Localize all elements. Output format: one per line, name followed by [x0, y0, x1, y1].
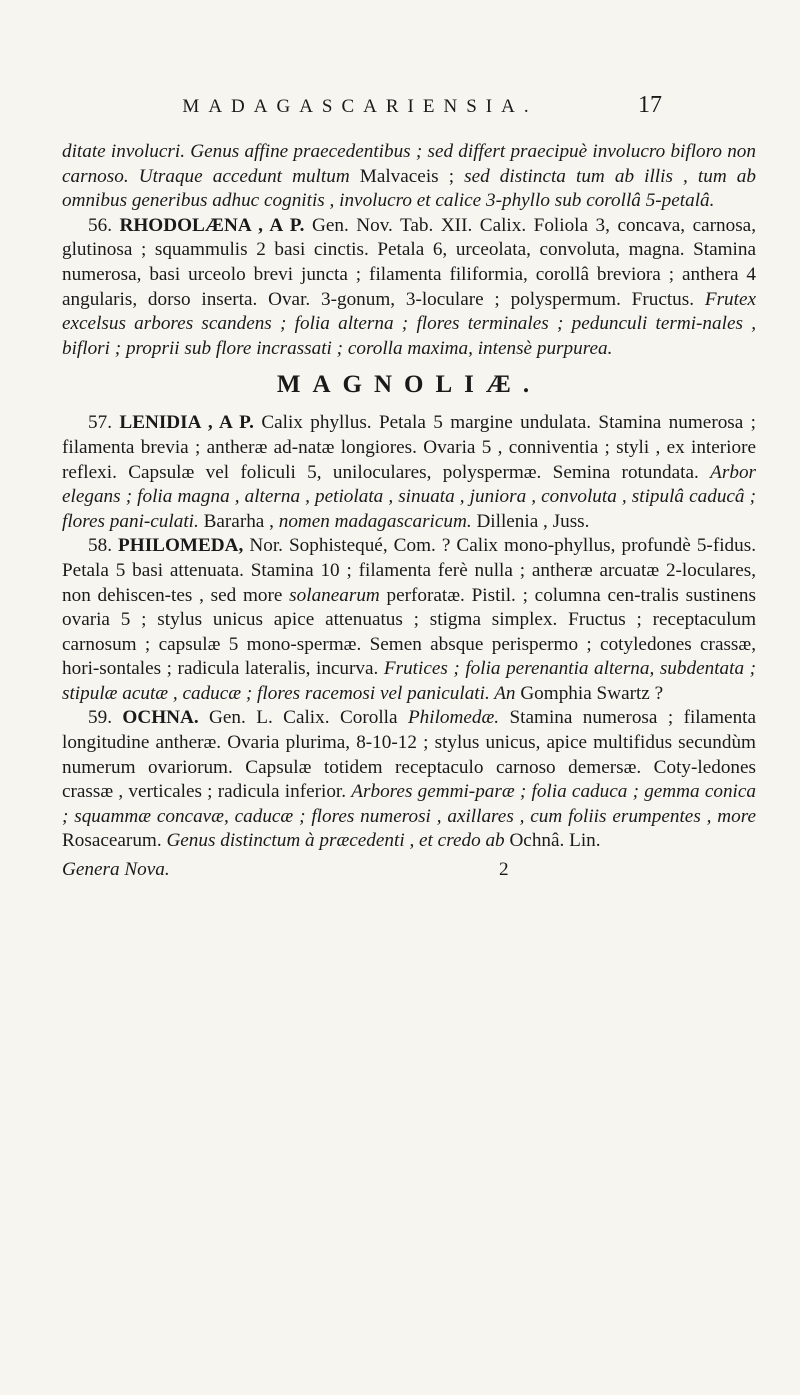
entry-text: Gen. L. Calix. Corolla	[209, 707, 398, 729]
catchword: Genera Nova.	[62, 859, 170, 881]
entry-text: Rosacearum.	[62, 830, 162, 852]
intro-line: ditate involucri. Genus affine praecedentibus ; sed differt	[62, 141, 506, 162]
entry-text: Calix phyllus. Petala 5 margine undulata. Stamina numerosa ; filamenta brevia ; antheræ ad-natæ longiores. Ovaria 5 , conniventia ; styli , ex interiore reflexi. Capsulæ vel foliculi 5, uniloculares, polyspermæ. Semina rotundata.	[62, 412, 757, 483]
entry-italic-text: Arbor elegans ; folia magna , alterna , petiolata , sinuata , juniora , convoluta , stipulâ caducâ ; flores pani-culati.	[62, 461, 756, 532]
entry-text: Gomphia Swartz ?	[520, 682, 664, 704]
running-title: MADAGASCARIENSIA.	[182, 96, 538, 117]
intro-text: Malvaceis ;	[359, 165, 455, 187]
entry-text: Nor. Sophistequé, Com. ? Calix mono-phyllus, profundè 5-fidus. Petala 5 basi attenuata. Stamina 10 ; filamenta ferè nulla ; antheræ arcuatæ 2-loculares, non dehiscen-tes , sed more	[62, 535, 756, 606]
entry-text: Dillenia , Juss.	[476, 510, 590, 532]
page-number: 17	[638, 92, 662, 118]
genus-name: LENIDIA , A P.	[119, 412, 254, 434]
genus-entry-56	[62, 214, 756, 362]
section-heading: MAGNOLIÆ.	[276, 371, 542, 399]
entry-italic-text: Arbores gemmi-paræ ; folia caduca ; gemma conica ; squammæ concavæ, caducæ ; flores numerosi , axillares , cum foliis erumpentes , more	[62, 781, 757, 827]
entry-italic-text: nomen madagascaricum.	[278, 510, 472, 532]
entry-text: Bararha ,	[203, 510, 274, 532]
genus-name: PHILOMEDA,	[118, 535, 244, 557]
genus-entry-57	[62, 411, 756, 534]
entry-text: Ochnâ. Lin.	[509, 830, 601, 852]
intro-line: omnibus generibus adhuc cognitis , involucro et calice	[62, 190, 482, 212]
entry-number: 58.	[88, 535, 112, 557]
entry-number: 57.	[88, 412, 112, 434]
page-header	[0, 92, 800, 136]
entry-text: perforatæ. Pistil. ; columna cen-tralis sustinens ovaria 5 ; stylus unicus apice attenuatus ; stigma simplex. Fructus ; receptaculum carnosum ; capsulæ 5 mono-spermæ. Semen absque perispermo ; cotyledones crassæ, hori-sontales ; radicula lateralis, incurva.	[62, 584, 756, 680]
entry-text: Stamina numerosa ; filamenta longitudine antheræ. Ovaria plurima, 8-10-12 ; stylus unicus, apice multifidus secundùm numerum ovariorum. Capsulæ totidem receptaculo carnoso demersæ. Coty-ledones crassæ , verticales ; radicula inferior.	[62, 707, 757, 803]
entry-text: Gen. Nov. Tab. XII. Calix. Foliola 3, concava, carnosa, glutinosa ; squammulis 2 basi cinctis. Petala 6, urceolata, convoluta, magna. Stamina numerosa, basi urceolo brevi juncta ; filamenta filiformia, corollâ breviora ; anthera 4 angularis, dorso inserta. Ovar. 3-gonum, 3-loculare ; polyspermum. Fructus.	[62, 214, 756, 310]
genus-name: RHODOLÆNA , A P.	[119, 214, 305, 236]
entry-italic-text: solanearum	[289, 584, 380, 606]
genus-name: OCHNA.	[122, 707, 199, 729]
intro-text: multum	[292, 165, 350, 187]
entry-italic-text: Frutex excelsus arbores scandens ; folia alterna ; flores terminales ; pedunculi termi-nales , biflori ; proprii sub flore incrassati ; corolla maxima, intensè purpurea.	[62, 288, 756, 359]
intro-text: sed distincta tum ab illis , tum ab	[464, 165, 756, 187]
genus-entry-59	[62, 706, 756, 854]
entry-number: 56.	[88, 214, 112, 236]
page-footer	[62, 858, 756, 884]
intro-paragraph	[62, 140, 756, 214]
entry-italic-text: Frutices ; folia perenantia alterna, subdentata ; stipulæ acutæ , caducæ ; flores racemosi vel paniculati. An	[62, 658, 756, 704]
page-body	[62, 140, 756, 884]
entry-italic-text: Philomedæ.	[407, 707, 500, 729]
entry-number: 59.	[88, 707, 112, 729]
intro-line: 3-phyllo sub corollâ 5-petalâ.	[486, 190, 715, 212]
entry-italic-text: Genus distinctum à præcedenti , et credo ab	[166, 830, 505, 852]
genus-entry-58	[62, 534, 756, 706]
intro-line: praecipuè involucro bifloro non carnoso. Utraque accedunt	[62, 141, 756, 187]
signature-mark: 2	[499, 859, 509, 881]
